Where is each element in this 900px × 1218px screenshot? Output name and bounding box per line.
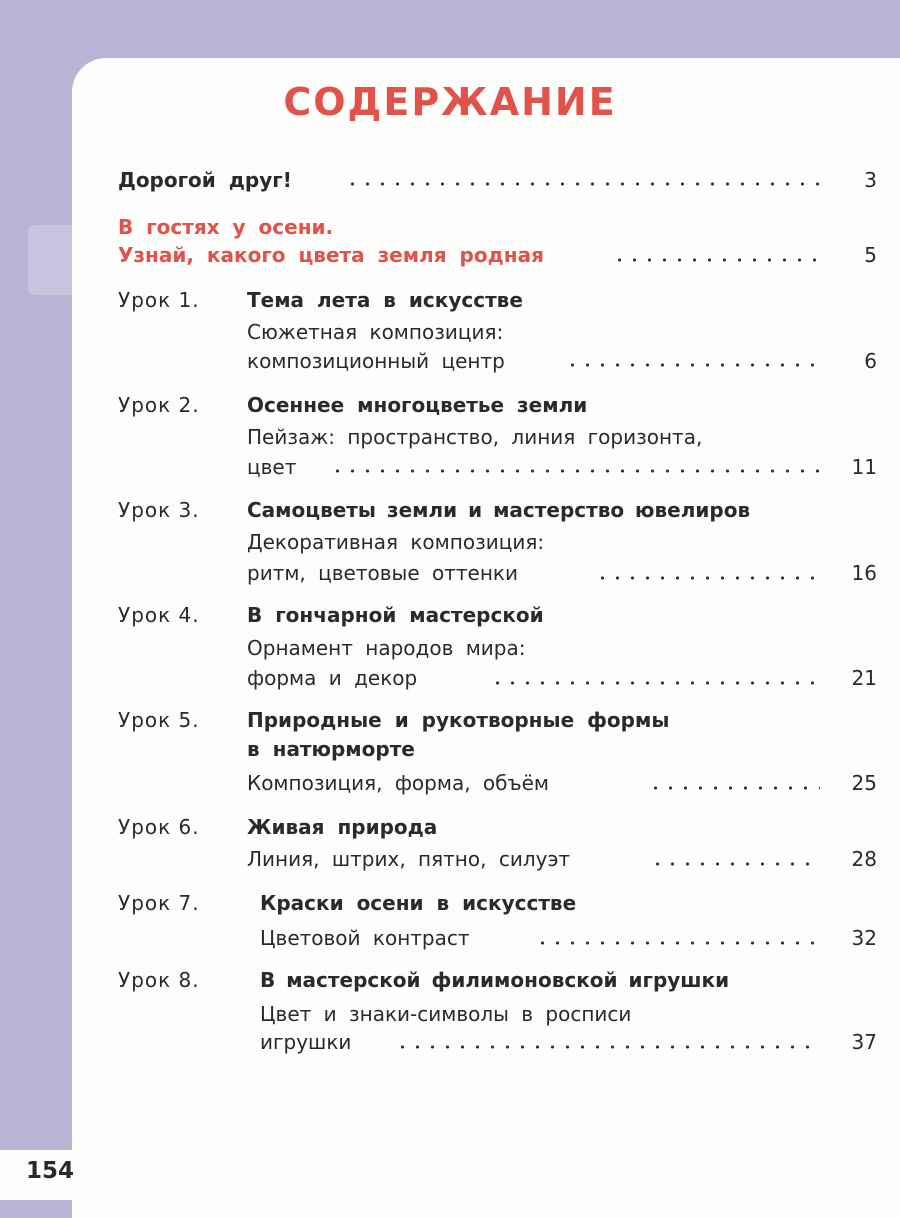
toc-leader-dots: [395, 1045, 820, 1049]
lesson-title[interactable]: Живая природа: [247, 815, 438, 839]
toc-page-number: 28: [851, 847, 877, 871]
toc-page-number: 3: [864, 168, 877, 192]
lesson-label: Урок 5.: [118, 708, 200, 732]
lesson-subtitle: Пейзаж: пространство, линия горизонта,: [247, 425, 703, 449]
toc-page-number: 6: [864, 349, 877, 373]
lesson-subtitle: ритм, цветовые оттенки: [247, 561, 518, 585]
lesson-subtitle: цвет: [247, 455, 297, 479]
lesson-subtitle: Цвет и знаки-символы в росписи: [260, 1002, 632, 1026]
toc-page-number: 21: [851, 666, 877, 690]
toc-leader-dots: [535, 941, 820, 945]
toc-leader-dots: [648, 786, 820, 790]
lesson-subtitle: Сюжетная композиция:: [247, 320, 504, 344]
lesson-label: Урок 7.: [118, 891, 200, 915]
section-title-line2[interactable]: Узнай, какого цвета земля родная: [118, 243, 544, 267]
lesson-title[interactable]: Самоцветы земли и мастерство ювелиров: [247, 498, 751, 522]
toc-leader-dots: [650, 862, 820, 866]
toc-page-number: 32: [851, 926, 877, 950]
toc-page-number: 25: [851, 771, 877, 795]
toc-leader-dots: [612, 258, 820, 262]
lesson-subtitle: Цветовой контраст: [260, 926, 470, 950]
lesson-title[interactable]: В мастерской филимоновской игрушки: [260, 968, 730, 992]
lesson-subtitle: Композиция, форма, объём: [247, 771, 550, 795]
lesson-subtitle: Линия, штрих, пятно, силуэт: [247, 847, 571, 871]
page-title: СОДЕРЖАНИЕ: [283, 80, 617, 124]
lesson-title[interactable]: Тема лета в искусстве: [247, 288, 523, 312]
toc-leader-dots: [490, 681, 820, 685]
lesson-label: Урок 1.: [118, 288, 200, 312]
lesson-label: Урок 8.: [118, 968, 200, 992]
lesson-title[interactable]: В гончарной мастерской: [247, 603, 544, 627]
toc-leader-dots: [330, 469, 820, 473]
lesson-subtitle: Орнамент народов мира:: [247, 636, 526, 660]
lesson-label: Урок 6.: [118, 815, 200, 839]
lesson-title[interactable]: Осеннее многоцветье земли: [247, 393, 588, 417]
lesson-subtitle: Декоративная композиция:: [247, 530, 545, 554]
toc-page-number: 11: [851, 455, 877, 479]
lesson-subtitle: игрушки: [260, 1030, 352, 1054]
toc-page-number: 16: [851, 561, 877, 585]
toc-leader-dots: [595, 576, 820, 580]
toc-page-number: 5: [864, 243, 877, 267]
toc-leader-dots: [345, 182, 820, 186]
lesson-subtitle: композиционный центр: [247, 349, 505, 373]
lesson-subtitle: форма и декор: [247, 666, 418, 690]
lesson-title[interactable]: Краски осени в искусстве: [260, 891, 577, 915]
toc-entry-intro[interactable]: Дорогой друг!: [118, 168, 292, 192]
lesson-label: Урок 3.: [118, 498, 200, 522]
page-number: 154: [0, 1150, 118, 1200]
lesson-title[interactable]: Природные и рукотворные формы: [247, 708, 670, 732]
sidebar-tab: [28, 225, 72, 295]
lesson-title-continued[interactable]: в натюрморте: [247, 737, 415, 761]
toc-page-number: 37: [851, 1030, 877, 1054]
section-title-line1[interactable]: В гостях у осени.: [118, 215, 334, 239]
lesson-label: Урок 2.: [118, 393, 200, 417]
toc-leader-dots: [565, 363, 820, 367]
lesson-label: Урок 4.: [118, 603, 200, 627]
